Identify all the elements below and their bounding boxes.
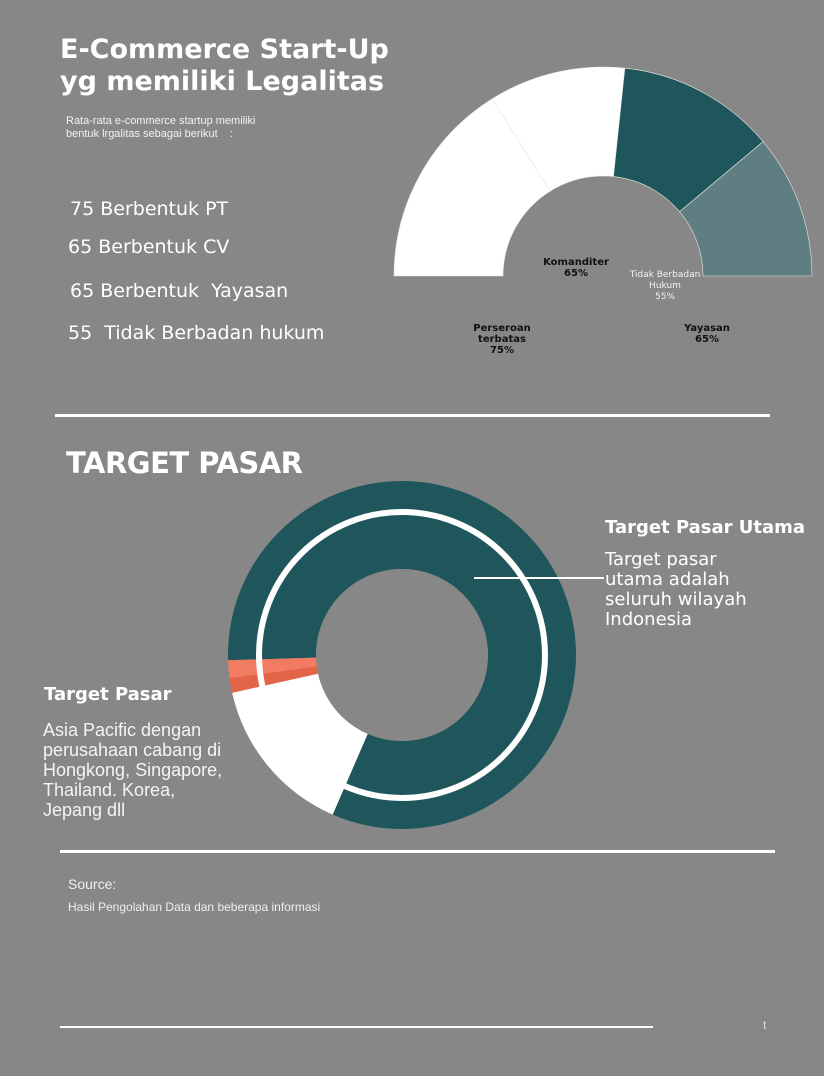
divider-middle xyxy=(60,850,775,853)
half-donut-slice-label: Perseroan terbatas 75% xyxy=(473,323,531,356)
subtitle-line-1: Rata-rata e-commerce startup memiliki xyxy=(66,115,256,127)
target-secondary-desc-line: Asia Pacific dengan xyxy=(43,720,202,740)
target-secondary-desc-line: perusahaan cabang di xyxy=(43,740,222,760)
section-title: TARGET PASAR xyxy=(66,446,303,480)
legal-forms-half-donut-chart xyxy=(0,0,824,420)
source-label: Source: xyxy=(68,876,117,892)
target-main-description xyxy=(605,550,795,630)
target-secondary-desc-line: Hongkong, Singapore, xyxy=(43,760,223,780)
target-main-desc-line: Target pasar xyxy=(605,549,717,570)
subtitle-line-2: bentuk lrgalitas sebagai berikut : xyxy=(66,128,233,140)
half-donut-slice-label: Tidak Berbadan Hukum 55% xyxy=(629,270,701,302)
stat-tidak-berbadan: 55 Tidak Berbadan hukum xyxy=(68,322,325,344)
title-line-1: E-Commerce Start-Up xyxy=(60,34,389,65)
target-secondary-desc-line: Jepang dll xyxy=(43,800,126,820)
stat-pt: 75 Berbentuk PT xyxy=(70,198,229,220)
target-secondary-title: Target Pasar xyxy=(44,684,172,705)
target-secondary-description xyxy=(43,720,248,820)
divider-bottom xyxy=(60,1026,653,1028)
half-donut-slice-label: Komanditer 65% xyxy=(543,257,609,279)
donut-hole xyxy=(316,569,488,741)
source-text: Hasil Pengolahan Data dan beberapa informasi xyxy=(68,900,321,914)
stat-cv: 65 Berbentuk CV xyxy=(68,236,230,258)
half-donut-slice-label: Yayasan 65% xyxy=(684,323,730,345)
target-secondary-desc-line: Thailand. Korea, xyxy=(43,780,176,800)
target-main-title: Target Pasar Utama xyxy=(605,517,806,538)
target-main-desc-line: seluruh wilayah xyxy=(605,589,747,610)
target-main-desc-line: utama adalah xyxy=(605,569,730,590)
divider-top xyxy=(55,414,770,417)
target-main-desc-line: Indonesia xyxy=(605,609,693,630)
page-number: t xyxy=(763,1018,767,1032)
stat-yayasan: 65 Berbentuk Yayasan xyxy=(70,280,289,302)
title-line-2: yg memiliki Legalitas xyxy=(60,66,385,97)
